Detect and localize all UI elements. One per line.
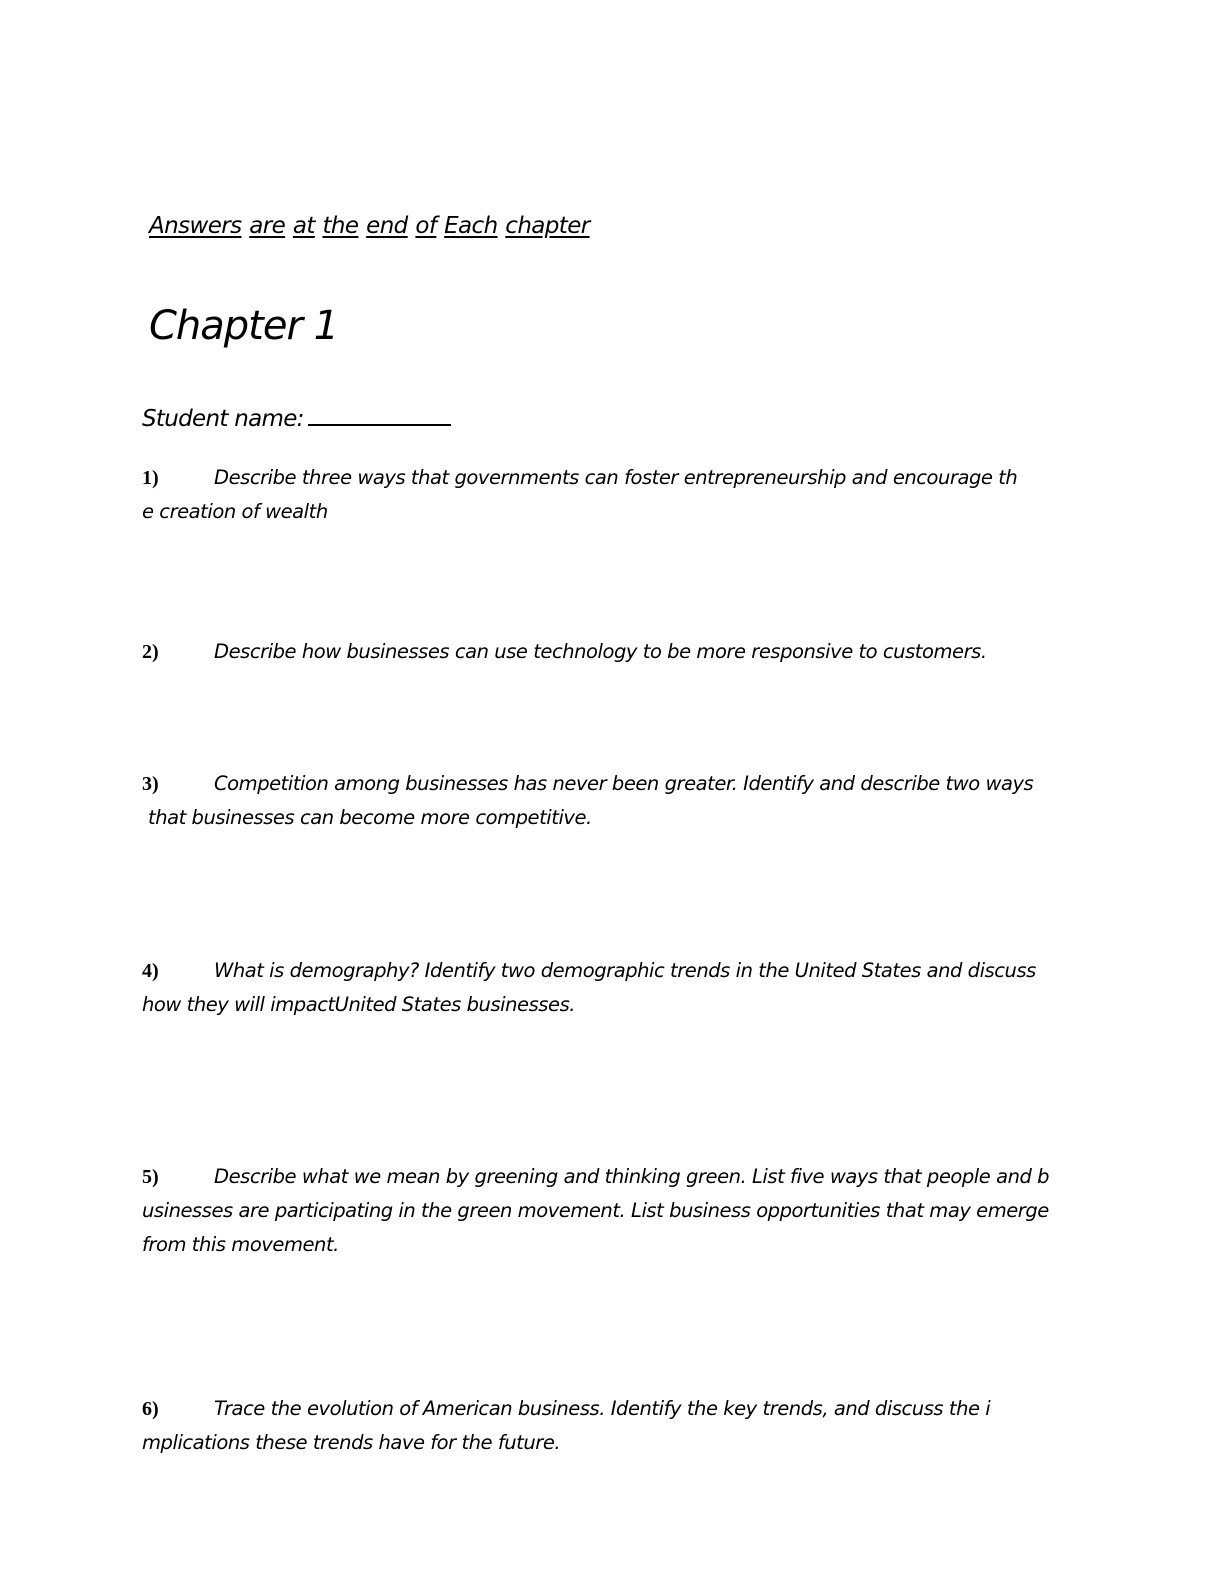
question-number: 6) [142, 1398, 159, 1420]
question-number: 2) [142, 641, 159, 663]
question-text: that businesses can become more competitive. [148, 806, 592, 829]
student-name-row [142, 406, 451, 432]
question-text: Describe how businesses can use technology to be more responsive to customers. [214, 640, 987, 663]
answers-note-word: the [322, 213, 359, 239]
question-text: Competition among businesses has never been greater. Identify and describe two ways [214, 772, 1034, 795]
answers-note-word: Answers [149, 213, 242, 239]
student-name-blank [308, 424, 451, 426]
question-line [142, 954, 1072, 988]
question-line [142, 1392, 1072, 1426]
question-text: Describe what we mean by greening and thinking green. List five ways that people and b [214, 1165, 1050, 1188]
question-number: 3) [142, 773, 159, 795]
answers-note-word: Each [444, 213, 498, 239]
question-text: e creation of wealth [142, 500, 328, 523]
question-6 [142, 1392, 1072, 1460]
question-text: usinesses are participating in the green movement. List business opportunities that may emerge [142, 1199, 1049, 1222]
question-1 [142, 461, 1072, 529]
answers-note-word: at [292, 213, 315, 239]
question-number: 5) [142, 1166, 159, 1188]
question-text: What is demography? Identify two demographic trends in the United States and discuss [214, 959, 1036, 982]
question-line [142, 635, 1072, 669]
question-number: 1) [142, 467, 159, 489]
answers-note-word: are [249, 213, 286, 239]
question-line [142, 767, 1072, 801]
question-text: how they will impactUnited States businesses. [142, 993, 576, 1016]
question-text: from this movement. [142, 1233, 339, 1256]
question-line [142, 1160, 1072, 1194]
question-text: Describe three ways that governments can foster entrepreneurship and encourage th [214, 466, 1018, 489]
answers-note-word: chapter [505, 213, 590, 239]
question-4 [142, 954, 1072, 1022]
question-3 [142, 767, 1072, 835]
question-text: Trace the evolution of American business. Identify the key trends, and discuss the i [214, 1397, 991, 1420]
question-2 [142, 635, 1072, 669]
answers-note-word: end [366, 213, 408, 239]
student-name-label: Student name: [142, 406, 304, 432]
question-line [142, 461, 1072, 495]
question-number: 4) [142, 960, 159, 982]
question-text: mplications these trends have for the future. [142, 1431, 561, 1454]
answers-note-word: of [415, 213, 437, 239]
chapter-title: Chapter 1 [149, 303, 339, 349]
answers-note [149, 213, 590, 239]
question-5 [142, 1160, 1072, 1262]
